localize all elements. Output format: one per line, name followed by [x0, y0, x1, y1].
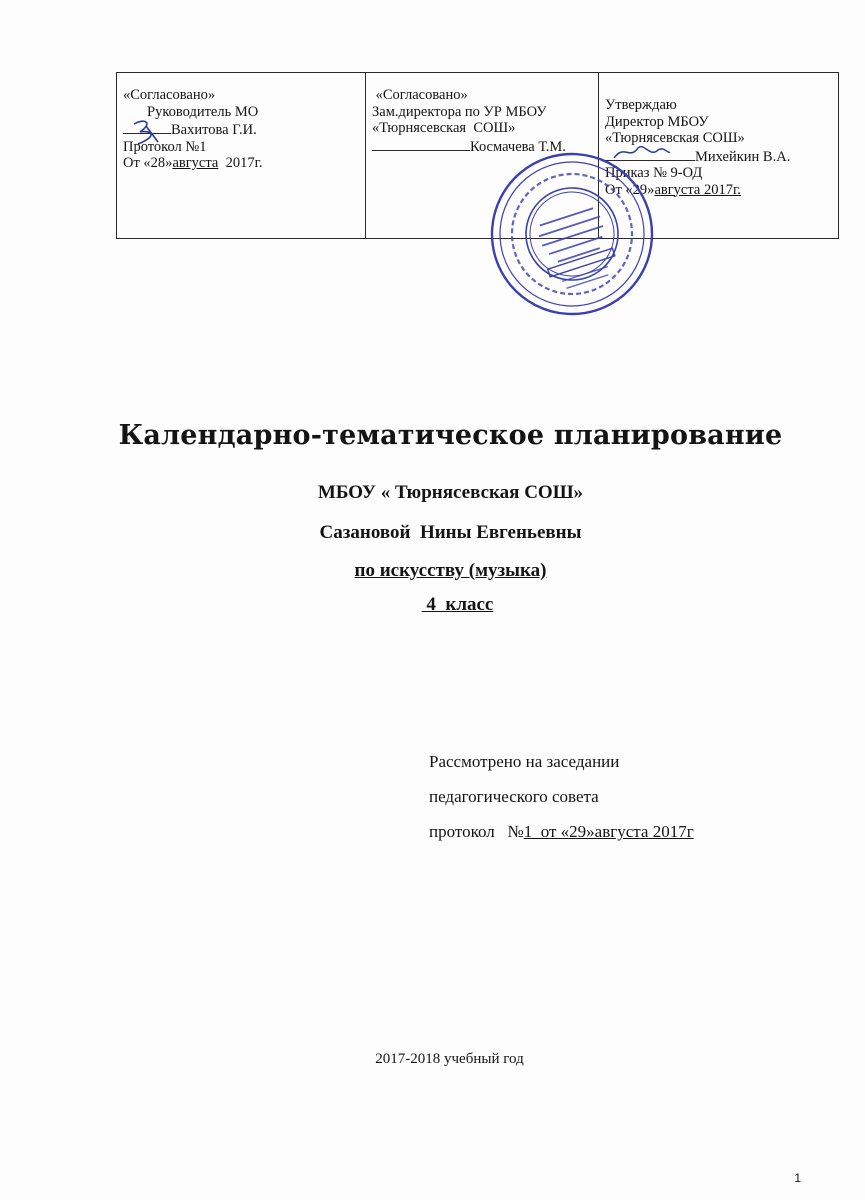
signature-mo-mark: [128, 116, 168, 150]
approval-role: Зам.директора по УР МБОУ: [372, 103, 547, 120]
approval-role: Директор МБОУ: [605, 113, 709, 130]
approval-date-year: 2017г.: [218, 155, 263, 171]
approval-date-prefix: От «28»: [123, 155, 173, 171]
review-protocol-details: 1 от «29»августа 2017г: [523, 822, 694, 841]
review-protocol-prefix: протокол №: [429, 822, 524, 841]
approval-school: «Тюрнясевская СОШ»: [605, 130, 745, 146]
approval-protocol: Протокол №1: [123, 138, 207, 155]
approval-heading: «Согласовано»: [372, 87, 468, 103]
approval-date-month: августа: [172, 155, 219, 171]
academic-year: 2017-2018 учебный год: [375, 1051, 524, 1067]
signature-line: [372, 137, 470, 151]
approval-name: Космачева Т.М.: [470, 138, 566, 155]
approval-role: Руководитель МО: [147, 103, 259, 120]
review-line-council: педагогического совета: [429, 787, 599, 806]
grade-level: 4 класс: [421, 594, 494, 615]
approval-heading: Утверждаю: [605, 97, 677, 113]
approval-cell-agreed-mo: [117, 73, 366, 239]
teacher-name: Сазановой Нины Евгеньевны: [319, 522, 582, 543]
approval-table: [116, 72, 839, 239]
review-block: [429, 752, 694, 857]
title-block: [0, 420, 865, 616]
approval-heading: «Согласовано»: [123, 87, 216, 103]
school-stamp-seal: [488, 150, 656, 318]
approval-school: «Тюрнясевская СОШ»: [372, 120, 516, 136]
document-title: Календарно-тематическое планирование: [118, 420, 783, 451]
approval-name: Михейкин В.А.: [695, 148, 791, 165]
approval-name: Вахитова Г.И.: [171, 122, 257, 138]
approval-date-prefix: От «29»: [605, 181, 655, 198]
approval-order: Приказ № 9-ОД: [605, 165, 703, 181]
school-name: МБОУ « Тюрнясевская СОШ»: [317, 482, 584, 503]
approval-date-month: августа: [654, 181, 704, 198]
approval-date-year: 2017г.: [703, 181, 741, 198]
page-number: 1: [794, 1171, 801, 1185]
subject-name: по искусству (музыка): [354, 560, 547, 581]
review-line-meeting: Рассмотрено на заседании: [429, 752, 620, 771]
